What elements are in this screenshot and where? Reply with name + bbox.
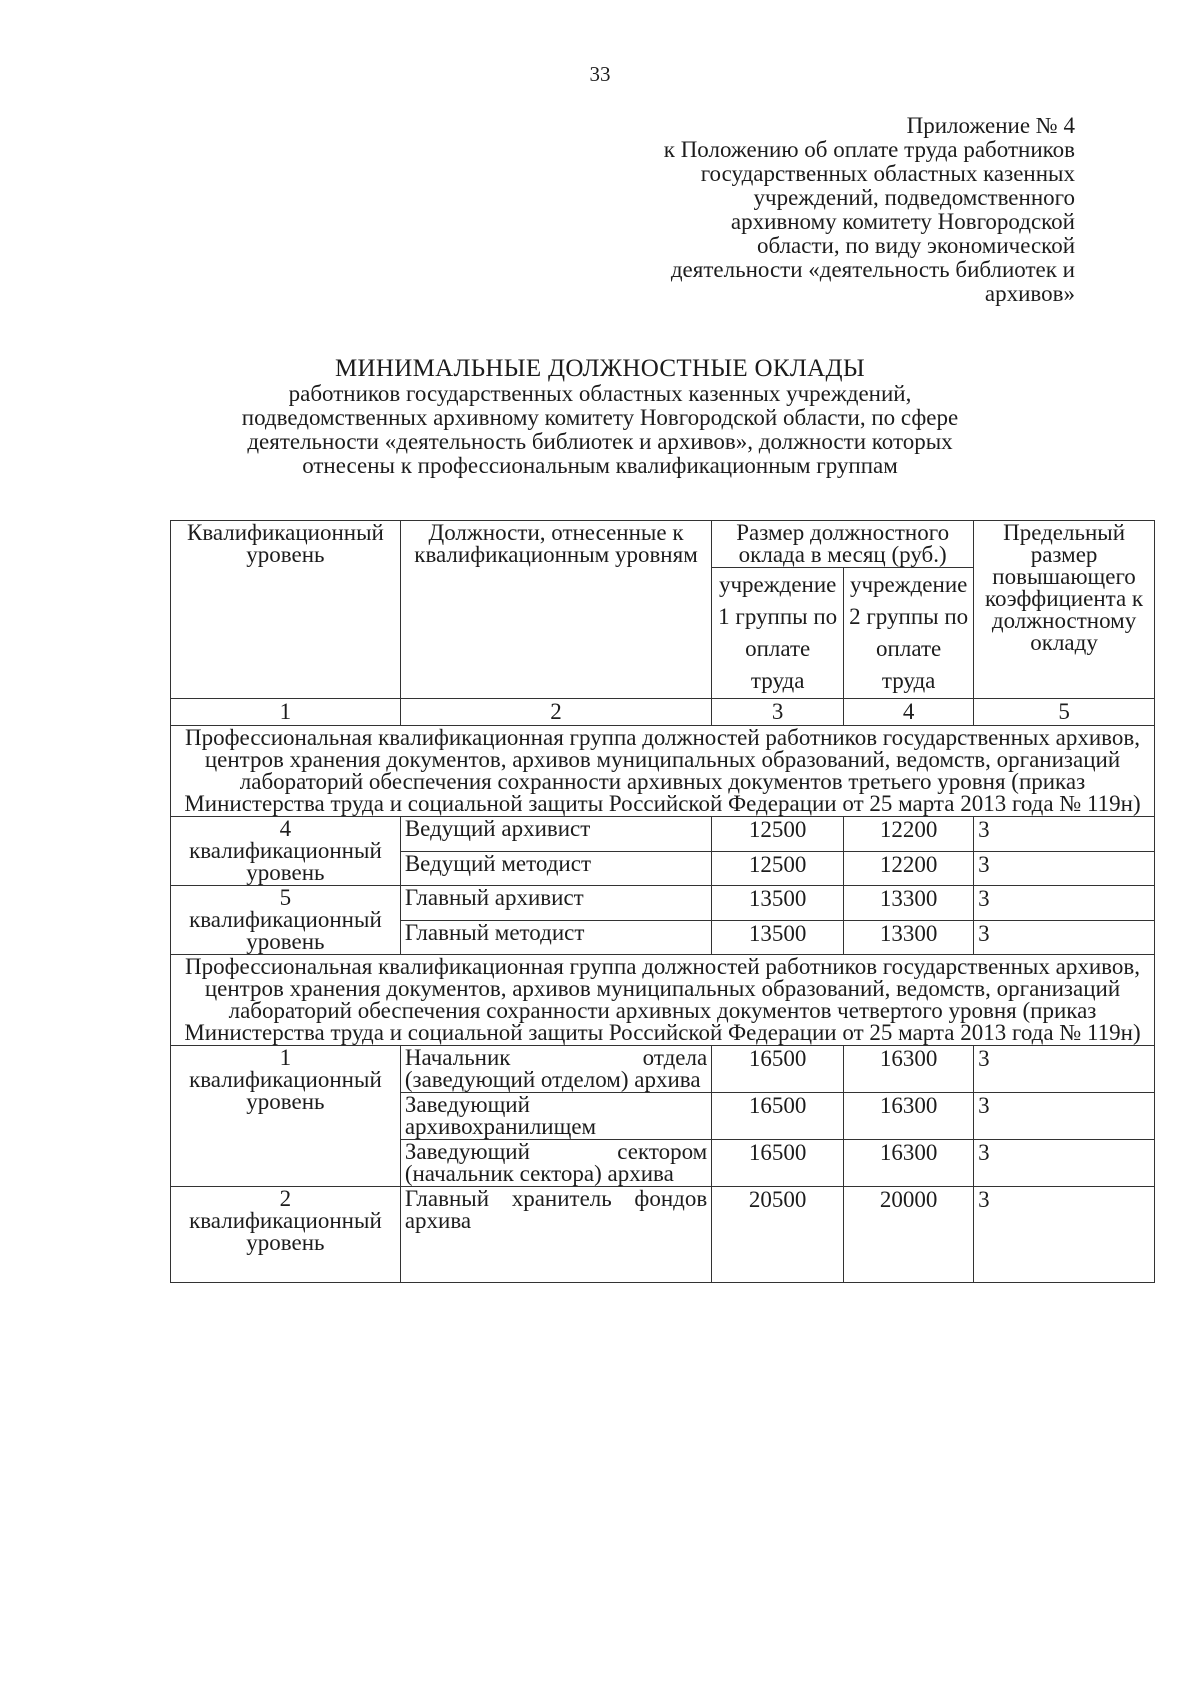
header-row xyxy=(171,521,1155,568)
salary-group1-cell: 12500 xyxy=(712,851,844,886)
coefficient-cell: 3 xyxy=(974,1046,1155,1093)
position-cell: Главный архивист xyxy=(400,886,711,921)
salary-group1-cell: 12500 xyxy=(712,817,844,852)
page-number: 33 xyxy=(589,62,611,86)
salary-group1-cell: 16500 xyxy=(712,1046,844,1093)
appendix-line: архивов» xyxy=(984,281,1075,306)
coefficient-cell: 3 xyxy=(974,1187,1155,1283)
salary-group1-cell: 20500 xyxy=(712,1187,844,1283)
salary-group1-cell: 16500 xyxy=(712,1140,844,1187)
position-cell: Заведующий архивохранилищем xyxy=(400,1093,711,1140)
salary-group2-cell: 13300 xyxy=(844,886,974,921)
level-label: квалификационный уровень xyxy=(189,838,382,885)
position-cell: Ведущий архивист xyxy=(400,817,711,852)
subtitle-line: подведомственных архивному комитету Новгородской области, по сфере xyxy=(241,405,959,430)
title-subtitle xyxy=(0,382,1200,478)
document-title xyxy=(0,356,1200,478)
level-number: 2 xyxy=(279,1186,292,1211)
header-salary: Размер должностного оклада в месяц (руб.) xyxy=(712,521,974,568)
salary-group2-cell: 16300 xyxy=(844,1046,974,1093)
appendix-line: учреждений, подведомственного xyxy=(753,185,1075,210)
subtitle-line: работников государственных областных казенных учреждений, xyxy=(288,381,912,406)
salary-group2-cell: 16300 xyxy=(844,1140,974,1187)
table-row xyxy=(171,886,1155,921)
header-positions: Должности, отнесенные к квалификационным уровням xyxy=(400,521,711,699)
position-cell: Заведующий сектором (начальник сектора) архива xyxy=(400,1140,711,1187)
header-group1: учреждение 1 группы по оплате труда xyxy=(712,568,844,699)
subtitle-line: деятельности «деятельность библиотек и архивов», должности которых xyxy=(247,429,953,454)
salary-group2-cell: 16300 xyxy=(844,1093,974,1140)
level-cell xyxy=(171,1046,401,1187)
appendix-line: государственных областных казенных xyxy=(700,161,1075,186)
level-label: квалификационный уровень xyxy=(189,907,382,954)
column-number: 5 xyxy=(974,699,1155,726)
position-cell: Ведущий методист xyxy=(400,851,711,886)
coefficient-cell: 3 xyxy=(974,1093,1155,1140)
table-row xyxy=(171,1046,1155,1093)
appendix-line: области, по виду экономической xyxy=(756,233,1075,258)
column-number: 3 xyxy=(712,699,844,726)
salary-group2-cell: 12200 xyxy=(844,817,974,852)
level-label: квалификационный уровень xyxy=(189,1208,382,1255)
position-cell: Главный хранитель фондов архива xyxy=(400,1187,711,1283)
column-number: 2 xyxy=(400,699,711,726)
appendix-note xyxy=(555,114,1075,306)
coefficient-cell: 3 xyxy=(974,920,1155,955)
header-group2: учреждение 2 группы по оплате труда xyxy=(844,568,974,699)
header-coefficient: Предельный размер повышающего коэффициента к должностному окладу xyxy=(974,521,1155,699)
header-level: Квалификационный уровень xyxy=(171,521,401,699)
title-main: МИНИМАЛЬНЫЕ ДОЛЖНОСТНЫЕ ОКЛАДЫ xyxy=(335,355,865,382)
group-title-row xyxy=(171,955,1155,1046)
salary-group1-cell: 16500 xyxy=(712,1093,844,1140)
salary-group1-cell: 13500 xyxy=(712,920,844,955)
appendix-line: к Положению об оплате труда работников xyxy=(663,137,1075,162)
level-number: 4 xyxy=(279,816,292,841)
salary-group2-cell: 13300 xyxy=(844,920,974,955)
level-label: квалификационный уровень xyxy=(189,1067,382,1114)
group-title: Профессиональная квалификационная группа должностей работников государственных архивов, центров хранения документов, архивов муниципальных образований, ведомств, организаций лабораторий обеспечения сохранности архивных документов третьего уровня (приказ Министерства труда и социальной защиты Российской Федерации от 25 марта 2013 года № 119н) xyxy=(171,726,1155,817)
salary-table xyxy=(170,520,1155,1283)
coefficient-cell: 3 xyxy=(974,817,1155,852)
position-cell: Начальник отдела (заведующий отделом) архива xyxy=(400,1046,711,1093)
appendix-line: архивному комитету Новгородской xyxy=(730,209,1075,234)
appendix-line: деятельности «деятельность библиотек и xyxy=(670,257,1075,282)
level-number: 1 xyxy=(279,1045,292,1070)
coefficient-cell: 3 xyxy=(974,1140,1155,1187)
subtitle-line: отнесены к профессиональным квалификационным группам xyxy=(302,453,898,478)
level-cell xyxy=(171,886,401,955)
group-title-row xyxy=(171,726,1155,817)
coefficient-cell: 3 xyxy=(974,886,1155,921)
appendix-line: Приложение № 4 xyxy=(906,113,1075,138)
position-cell: Главный методист xyxy=(400,920,711,955)
salary-group2-cell: 12200 xyxy=(844,851,974,886)
group-title: Профессиональная квалификационная группа должностей работников государственных архивов, центров хранения документов, архивов муниципальных образований, ведомств, организаций лабораторий обеспечения сохранности архивных документов четвертого уровня (приказ Министерства труда и социальной защиты Российской Федерации от 25 марта 2013 года № 119н) xyxy=(171,955,1155,1046)
level-cell xyxy=(171,1187,401,1283)
column-number: 1 xyxy=(171,699,401,726)
level-number: 5 xyxy=(279,885,292,910)
salary-group2-cell: 20000 xyxy=(844,1187,974,1283)
column-number-row xyxy=(171,699,1155,726)
table-row xyxy=(171,1187,1155,1283)
column-number: 4 xyxy=(844,699,974,726)
salary-group1-cell: 13500 xyxy=(712,886,844,921)
level-cell xyxy=(171,817,401,886)
coefficient-cell: 3 xyxy=(974,851,1155,886)
table-row xyxy=(171,817,1155,852)
